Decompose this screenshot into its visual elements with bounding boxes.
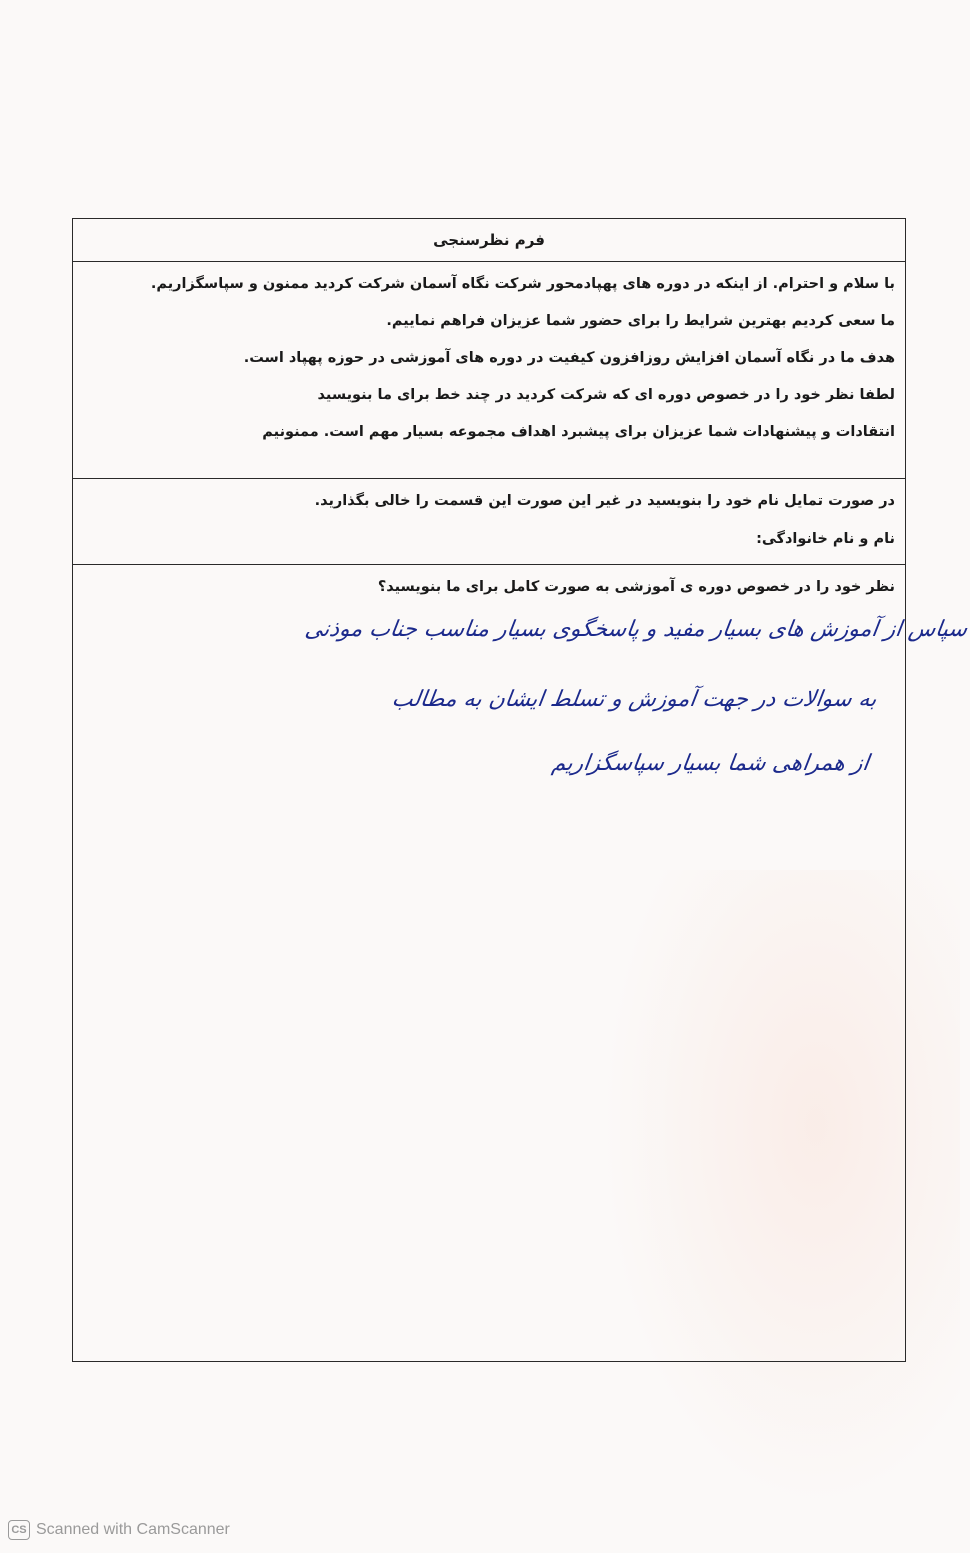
intro-row bbox=[73, 262, 905, 479]
intro-line: با سلام و احترام. از اینکه در دوره های پهپادمحور شرکت نگاه آسمان شرکت کردید ممنون و سپاسگزاریم. bbox=[150, 276, 895, 292]
handwritten-line: سپاس از آموزش های بسیار مفید و پاسخگوی بسیار مناسب جناب موذنی bbox=[303, 617, 969, 642]
intro-line: انتقادات و پیشنهادات شما عزیزان برای پیشبرد اهداف مجموعه بسیار مهم است. ممنونیم bbox=[262, 424, 895, 440]
camscanner-logo-icon: CS bbox=[8, 1520, 30, 1540]
name-row bbox=[73, 479, 905, 565]
camscanner-watermark bbox=[8, 1520, 230, 1540]
handwritten-line: به سوالات در جهت آموزش و تسلط ایشان به مطالب bbox=[390, 687, 879, 712]
intro-line: لطفا نظر خود را در خصوص دوره ای که شرکت کردید در چند خط برای ما بنویسید bbox=[317, 387, 895, 403]
form-title-row bbox=[73, 219, 905, 262]
intro-line: ما سعی کردیم بهترین شرایط را برای حضور شما عزیزان فراهم نماییم. bbox=[386, 313, 895, 329]
intro-line: هدف ما در نگاه آسمان افزایش روزافزون کیفیت در دوره های آموزشی در حوزه پهپاد است. bbox=[243, 350, 895, 366]
opinion-question: نظر خود را در خصوص دوره ی آموزشی به صورت کامل برای ما بنویسید؟ bbox=[377, 579, 895, 595]
handwritten-line: از همراهی شما بسیار سپاسگزاریم bbox=[550, 751, 871, 776]
survey-form-table bbox=[72, 218, 969, 1362]
watermark-text: Scanned with CamScanner bbox=[36, 1521, 230, 1538]
form-title: فرم نظرسنجی bbox=[433, 231, 545, 249]
opinion-row bbox=[73, 565, 969, 1361]
name-label: نام و نام خانوادگی: bbox=[756, 531, 895, 547]
name-instruction: در صورت تمایل نام خود را بنویسید در غیر این صورت این قسمت را خالی بگذارید. bbox=[314, 493, 895, 509]
